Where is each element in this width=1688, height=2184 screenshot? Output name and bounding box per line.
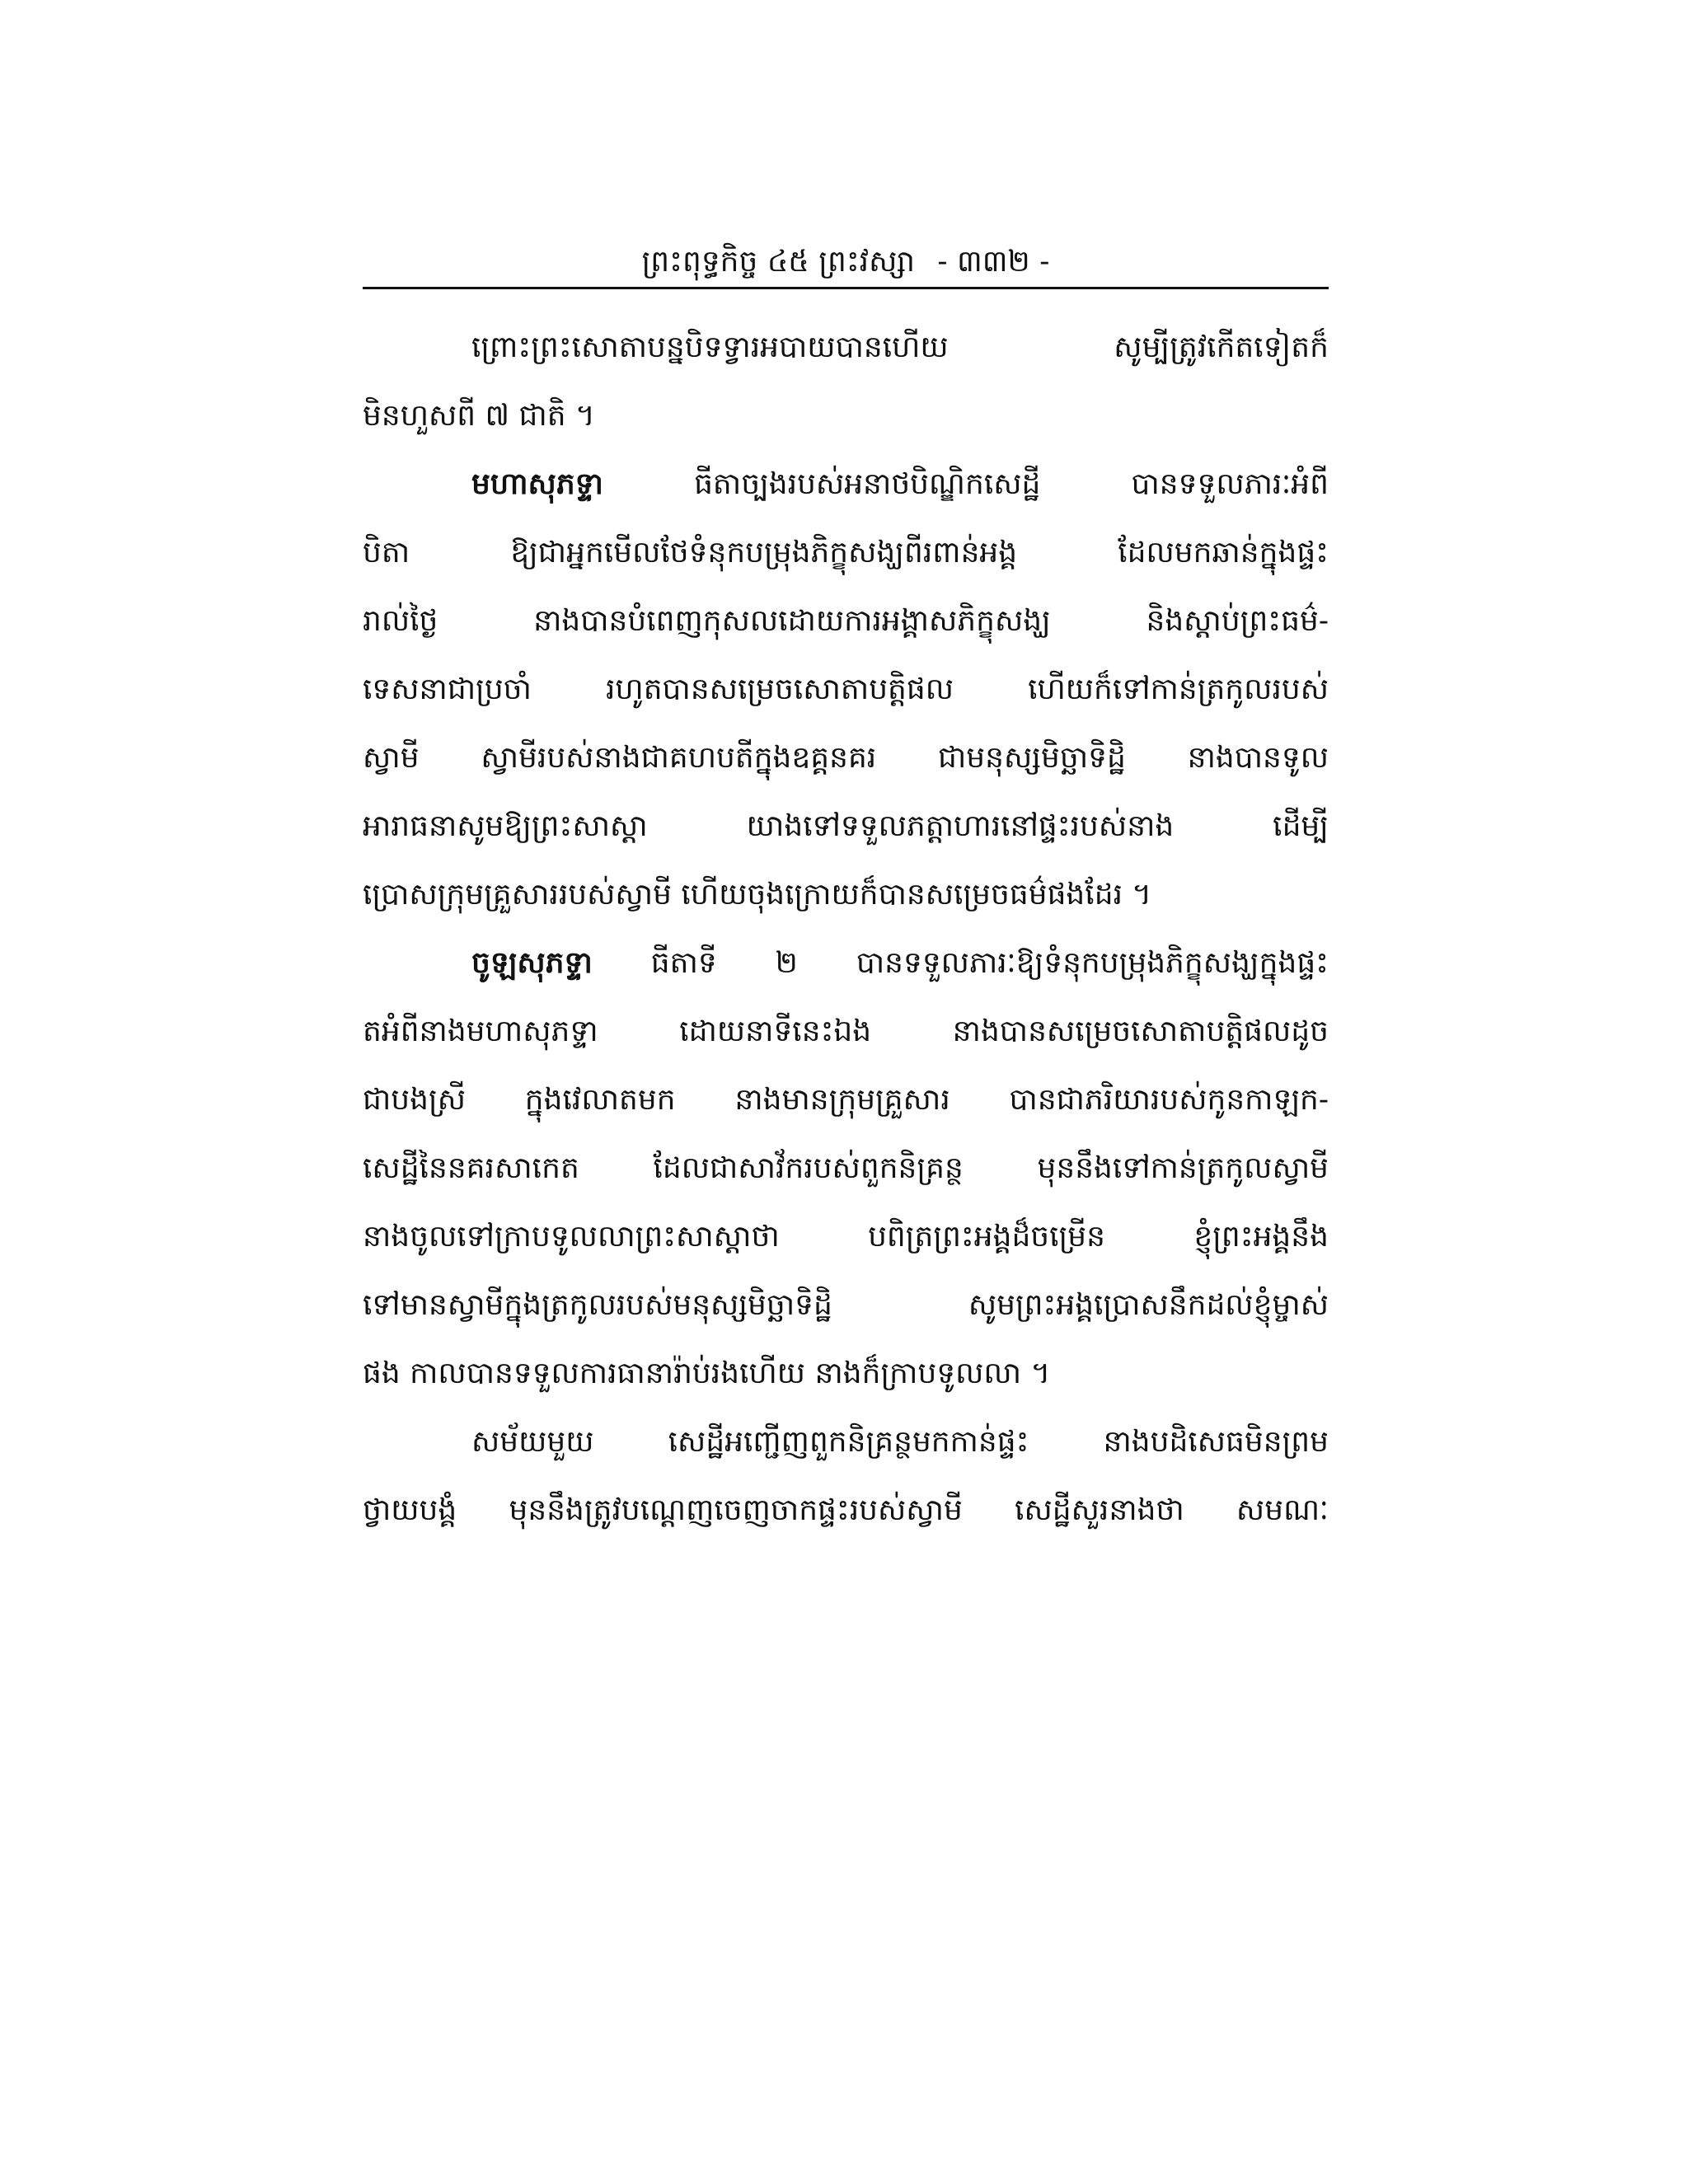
line-text: តអំពីនាងមហាសុភទ្ទា ដោយនាទីនេះឯង នាងបានសម្រេចសោតាបត្តិផលដូច <box>363 1015 1329 1048</box>
line-text: រាល់ថ្ងៃ នាងបានបំពេញកុសលដោយការអង្គាសភិក្ខុសង្ឃ និងស្ដាប់ព្រះធម៌- <box>363 604 1329 638</box>
body-text <box>363 313 1329 1544</box>
text-line <box>363 1202 1329 1271</box>
text-line <box>363 1134 1329 1202</box>
line-text: ទេសនាជាប្រចាំ រហូតបានសម្រេចសោតាបត្តិផល ហើយក៏ទៅកាន់ត្រកូលរបស់ <box>363 673 1329 706</box>
text-line <box>363 587 1329 655</box>
text-line <box>363 792 1329 860</box>
line-text: ស្វាមី ស្វាមីរបស់នាងជាគហបតីក្នុងឧគ្គនគរ ជាមនុស្សមិច្ឆាទិដ្ឋិ នាងបានទូល <box>363 741 1329 775</box>
line-text: ធីតាច្បងរបស់អនាថបិណ្ឌិកសេដ្ឋី បានទទួលភារៈអំពី <box>603 467 1329 501</box>
line-text: ធីតាទី ២ បានទទួលភារៈឱ្យទំនុកបម្រុងភិក្ខុសង្ឃក្នុងផ្ទះ <box>592 946 1329 980</box>
text-line <box>363 313 1329 382</box>
bold-name: មហាសុភទ្ទា <box>471 466 603 501</box>
text-line <box>363 518 1329 587</box>
text-line <box>363 1339 1329 1408</box>
line-text: សម័យមួយ សេដ្ឋីអញ្ជើញពួកនិគ្រន្ថមកកាន់ផ្ទះ នាងបដិសេធមិនព្រម <box>471 1425 1329 1459</box>
bold-name: ចូឡសុភទ្ទា <box>471 945 593 980</box>
line-text: ថ្វាយបង្គំ មុននឹងត្រូវបណ្ដេញចេញចាកផ្ទះរបស់ស្វាមី សេដ្ឋីសួរនាងថា សមណៈ <box>363 1493 1329 1527</box>
header-divider <box>363 287 1329 289</box>
line-text: សេដ្ឋីនៃនគរសាកេត ដែលជាសាវ័ករបស់ពួកនិគ្រន្ថ មុននឹងទៅកាន់ត្រកូលស្វាមី <box>363 1151 1329 1185</box>
text-line <box>363 929 1329 997</box>
text-line <box>363 450 1329 518</box>
line-text: ផង កាលបានទទួលការធានារ៉ាប់រងហើយ នាងក៏ក្រាបទូលលា ។ <box>363 1357 1051 1390</box>
text-line <box>363 860 1329 929</box>
text-line <box>363 655 1329 724</box>
text-line <box>363 724 1329 792</box>
text-line <box>363 1066 1329 1134</box>
running-header <box>363 237 1329 287</box>
text-line <box>363 1271 1329 1339</box>
line-text: អារាធនាសូមឱ្យព្រះសាស្ដា យាងទៅទទួលភត្តាហារនៅផ្ទះរបស់នាង ដើម្បី <box>363 809 1329 843</box>
line-text: ព្រោះព្រះសោតាបន្នបិទទ្វារអបាយបានហើយ សូម្បីត្រូវកើតទៀតក៏ <box>471 330 1329 364</box>
line-text: ប្រោសក្រុមគ្រួសាររបស់ស្វាមី ហើយចុងក្រោយក៏បានសម្រេចធម៌ផងដែរ ។ <box>363 878 1152 912</box>
line-text: បិតា ឱ្យជាអ្នកមើលថែទំនុកបម្រុងភិក្ខុសង្ឃពីរពាន់អង្គ ដែលមកឆាន់ក្នុងផ្ទះ <box>363 536 1329 569</box>
line-text: ទៅមានស្វាមីក្នុងត្រកូលរបស់មនុស្សមិច្ឆាទិដ្ឋិ សូមព្រះអង្គប្រោសនឹកដល់ខ្ញុំម្ចាស់ <box>363 1288 1329 1322</box>
line-text: នាងចូលទៅក្រាបទូលលាព្រះសាស្ដាថា បពិត្រព្រះអង្គដ៏ចម្រើន ខ្ញុំព្រះអង្គនឹង <box>363 1220 1329 1254</box>
page-number: - ៣៣២ - <box>937 245 1050 279</box>
line-text: មិនហួសពី ៧ ជាតិ ។ <box>363 399 595 433</box>
text-line <box>363 382 1329 450</box>
text-line <box>363 997 1329 1066</box>
book-title: ព្រះពុទ្ធកិច្ច ៤៥ ព្រះវស្សា <box>641 245 915 279</box>
line-text: ជាបងស្រី ក្នុងវេលាតមក នាងមានក្រុមគ្រួសារ បានជាភរិយារបស់កូនកាឡក- <box>363 1083 1329 1117</box>
text-line <box>363 1408 1329 1476</box>
text-line <box>363 1476 1329 1544</box>
